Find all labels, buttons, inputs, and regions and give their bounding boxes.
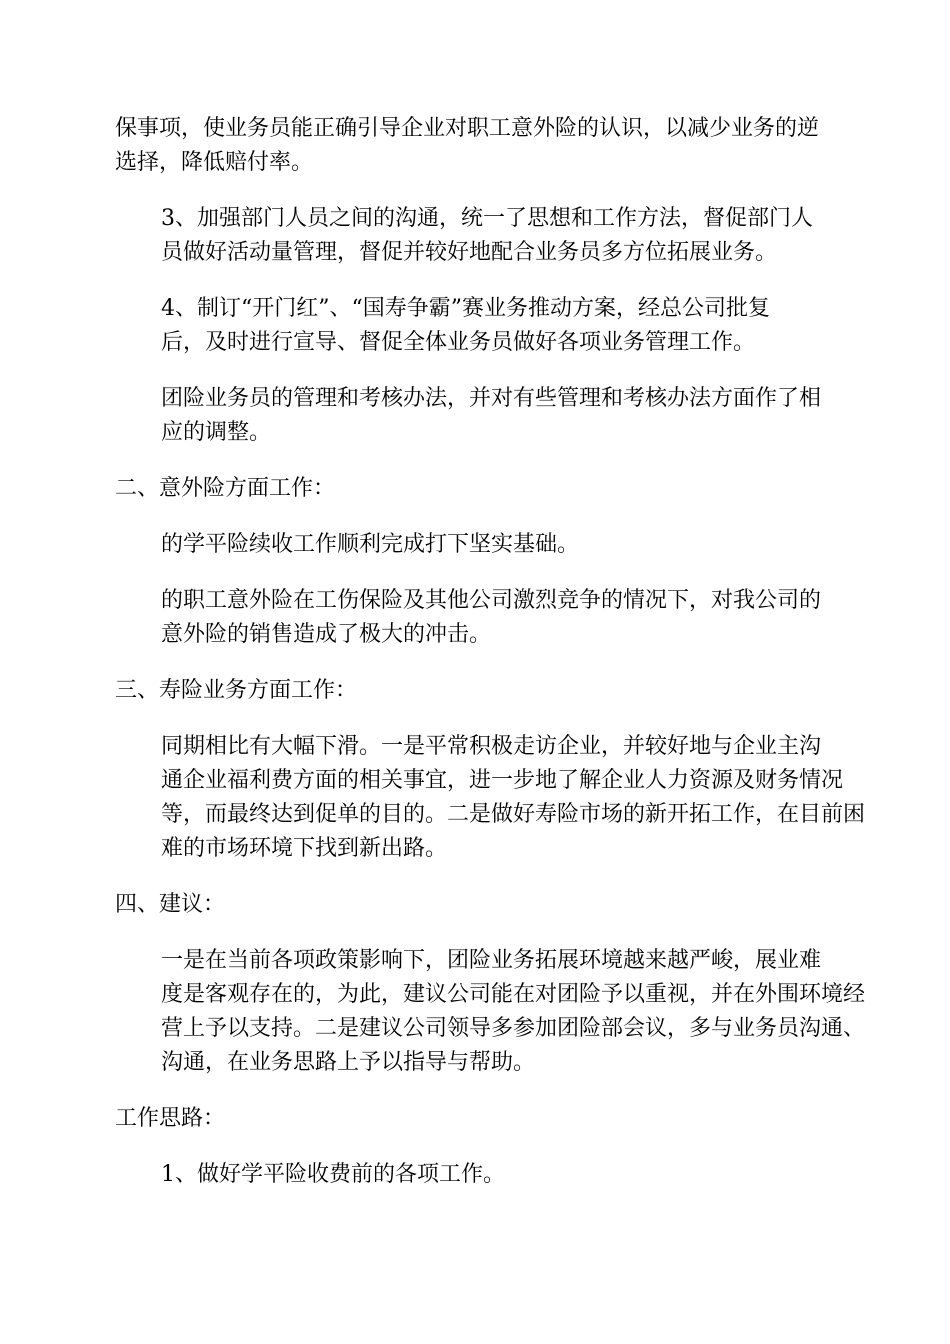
text-line: 营上予以支持。二是建议公司领导多参加团险部会议，多与业务员沟通、 [161, 1016, 866, 1041]
text-line: 4、制订“开门红”、“国寿争霸”赛业务推动方案，经总公司批复 [161, 296, 770, 321]
text-line: 应的调整。 [161, 420, 272, 445]
text-line: 沟通，在业务思路上予以指导与帮助。 [161, 1050, 536, 1075]
text-line: 一是在当前各项政策影响下，团险业务拓展环境越来越严峻，展业难 [161, 948, 822, 973]
text-line: 1、做好学平险收费前的各项工作。 [161, 1162, 505, 1187]
text-line: 通企业福利费方面的相关事宜，进一步地了解企业人力资源及财务情况 [161, 768, 844, 793]
paragraph-continuation [115, 112, 840, 180]
text-line: 工作思路： [115, 1106, 226, 1131]
text-line: 后，及时进行宣导、督促全体业务员做好各项业务管理工作。 [161, 330, 756, 355]
text-line: 团险业务员的管理和考核办法，并对有些管理和考核办法方面作了相 [161, 386, 822, 411]
paragraph-student-insurance [115, 528, 840, 562]
text-line: 意外险的销售造成了极大的冲击。 [161, 622, 492, 647]
section-heading-accident-insurance [115, 472, 840, 506]
text-line: 的职工意外险在工伤保险及其他公司激烈竞争的情况下，对我公司的 [161, 588, 822, 613]
section-heading-work-ideas [115, 1102, 840, 1136]
text-line: 同期相比有大幅下滑。一是平常积极走访企业，并较好地与企业主沟 [161, 734, 822, 759]
text-line: 度是客观存在的，为此，建议公司能在对团险予以重视，并在外围环境经 [161, 982, 866, 1007]
paragraph-work-idea-1 [115, 1158, 840, 1192]
text-line: 3、加强部门人员之间的沟通，统一了思想和工作方法，督促部门人 [161, 206, 813, 231]
text-line: 的学平险续收工作顺利完成打下坚实基础。 [161, 532, 580, 557]
section-heading-life-insurance [115, 674, 840, 708]
text-line: 等，而最终达到促单的目的。二是做好寿险市场的新开拓工作，在目前困 [161, 802, 866, 827]
section-heading-suggestions [115, 888, 840, 922]
document-page [115, 112, 866, 1214]
paragraph-item-3 [115, 202, 840, 270]
text-line: 难的市场环境下找到新出路。 [161, 836, 448, 861]
paragraph-assessment [115, 382, 840, 450]
text-line: 四、建议： [115, 892, 226, 917]
paragraph-life-insurance [115, 730, 866, 866]
paragraph-employee-accident [115, 584, 840, 652]
paragraph-item-4 [115, 292, 840, 360]
text-line: 选择，降低赔付率。 [115, 150, 314, 175]
text-line: 二、意外险方面工作： [115, 476, 336, 501]
text-line: 员做好活动量管理，督促并较好地配合业务员多方位拓展业务。 [161, 240, 778, 265]
text-line: 三、寿险业务方面工作： [115, 678, 358, 703]
text-line: 保事项，使业务员能正确引导企业对职工意外险的认识，以减少业务的逆 [115, 116, 820, 141]
paragraph-suggestions [115, 944, 866, 1080]
